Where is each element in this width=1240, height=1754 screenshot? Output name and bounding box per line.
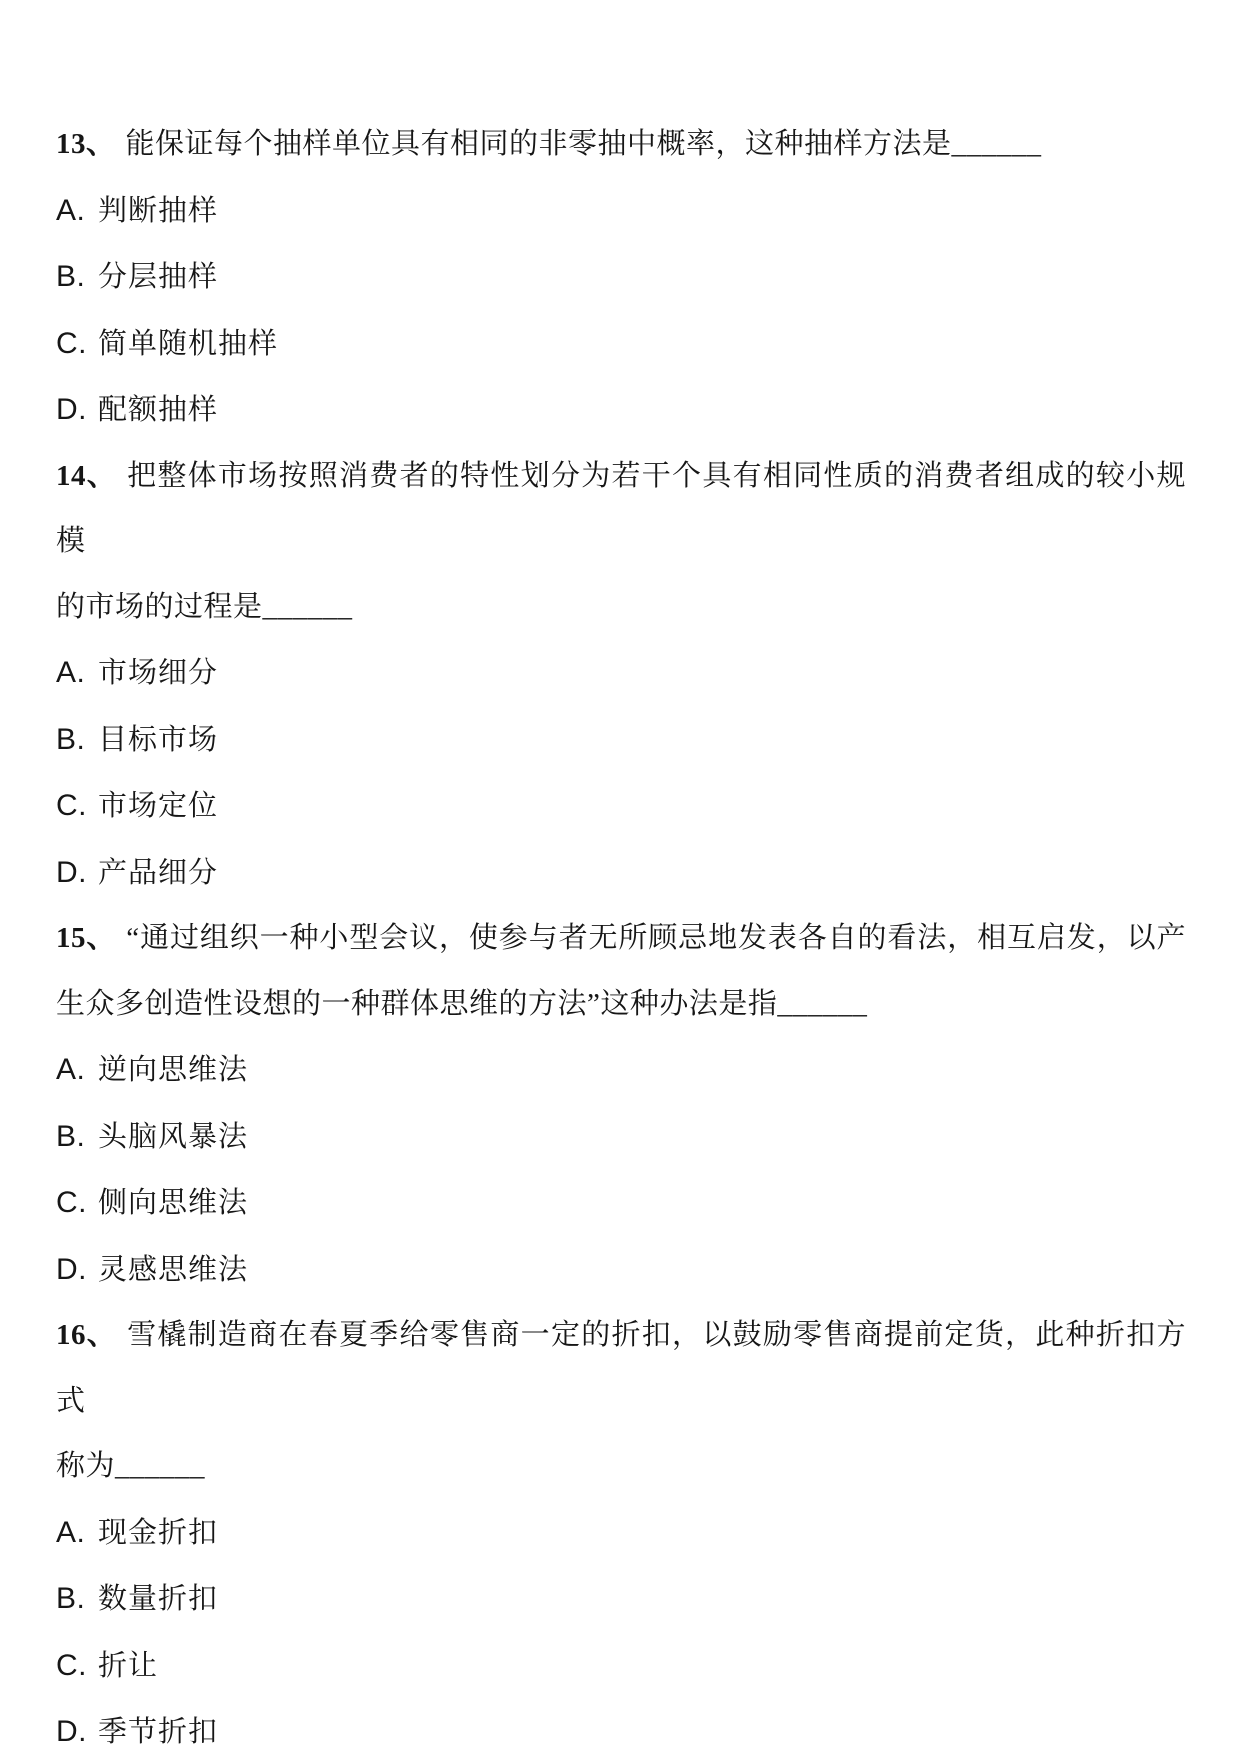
- question-14-stem-line-1: [56, 444, 1186, 575]
- question-16: [56, 1303, 1186, 1754]
- option-text: 市场定位: [98, 790, 219, 822]
- question-14-stem-line-2: 的市场的过程是______: [56, 590, 353, 623]
- question-15-option-b: [56, 1104, 1186, 1171]
- option-letter: C.: [56, 1648, 87, 1682]
- question-15-option-d: [56, 1237, 1186, 1304]
- question-13-number: 13、: [56, 128, 116, 160]
- question-15-option-c: [56, 1170, 1186, 1237]
- question-16-option-b: [56, 1566, 1186, 1633]
- option-letter: A.: [56, 1515, 86, 1549]
- question-13-option-a: [56, 178, 1186, 245]
- question-16-stem-line-2: 称为______: [56, 1450, 206, 1482]
- option-letter: A.: [56, 193, 86, 227]
- question-15-number: 15、: [56, 922, 117, 954]
- question-14-option-d: [56, 840, 1186, 907]
- option-letter: B.: [56, 260, 86, 293]
- question-16-option-a: [56, 1500, 1186, 1567]
- question-14: [56, 444, 1186, 907]
- option-letter: A.: [56, 1053, 86, 1086]
- question-13: [56, 112, 1186, 444]
- option-letter: C.: [56, 1186, 87, 1219]
- option-letter: C.: [56, 326, 87, 360]
- question-16-stem-line-1: [56, 1303, 1186, 1434]
- question-13-option-b: [56, 244, 1186, 311]
- option-text: 头脑风暴法: [98, 1120, 249, 1153]
- option-text: 市场细分: [98, 657, 219, 689]
- question-14-option-a: [56, 640, 1186, 707]
- option-text: 侧向思维法: [98, 1187, 249, 1219]
- option-letter: D.: [56, 1252, 87, 1286]
- question-13-option-c: [56, 311, 1186, 378]
- question-16-option-c: [56, 1633, 1186, 1700]
- question-14-option-b: [56, 707, 1186, 774]
- question-14-number: 14、: [56, 459, 118, 492]
- option-letter: C.: [56, 789, 87, 822]
- option-text: 产品细分: [98, 856, 219, 889]
- question-13-option-d: [56, 377, 1186, 444]
- option-text: 配额抽样: [98, 394, 219, 426]
- option-letter: B.: [56, 1582, 86, 1615]
- question-14-option-c: [56, 773, 1186, 840]
- option-letter: D.: [56, 1715, 87, 1748]
- option-text: 目标市场: [98, 723, 219, 756]
- option-text: 判断抽样: [98, 194, 219, 227]
- question-16-number: 16、: [56, 1319, 118, 1351]
- option-letter: B.: [56, 1119, 86, 1153]
- option-text: 折让: [98, 1649, 159, 1682]
- question-15-text: “通过组织一种小型会议，使参与者无所顾忌地发表各自的看法，相互启发，以产: [126, 922, 1186, 954]
- question-13-text: 能保证每个抽样单位具有相同的非零抽中概率，这种抽样方法是______: [125, 128, 1042, 160]
- option-text: 季节折扣: [98, 1716, 219, 1748]
- option-text: 灵感思维法: [98, 1253, 249, 1286]
- question-16-option-d: [56, 1699, 1186, 1754]
- option-letter: A.: [56, 656, 86, 689]
- option-text: 现金折扣: [98, 1516, 219, 1549]
- option-text: 数量折扣: [98, 1583, 219, 1615]
- question-15-option-a: [56, 1037, 1186, 1104]
- option-letter: D.: [56, 393, 87, 426]
- question-15-stem-line-1: [56, 906, 1186, 972]
- option-letter: B.: [56, 722, 86, 756]
- question-13-stem: [56, 112, 1186, 178]
- question-16-text: 雪橇制造商在春夏季给零售商一定的折扣，以鼓励零售商提前定货，此种折扣方式: [56, 1319, 1186, 1417]
- option-text: 简单随机抽样: [98, 327, 279, 360]
- question-14-text: 把整体市场按照消费者的特性划分为若干个具有相同性质的消费者组成的较小规模: [56, 459, 1186, 557]
- option-text: 逆向思维法: [98, 1054, 249, 1086]
- question-15: [56, 906, 1186, 1303]
- option-letter: D.: [56, 855, 87, 889]
- question-15-stem-line-2: 生众多创造性设想的一种群体思维的方法”这种办法是指______: [56, 987, 868, 1020]
- option-text: 分层抽样: [98, 261, 219, 293]
